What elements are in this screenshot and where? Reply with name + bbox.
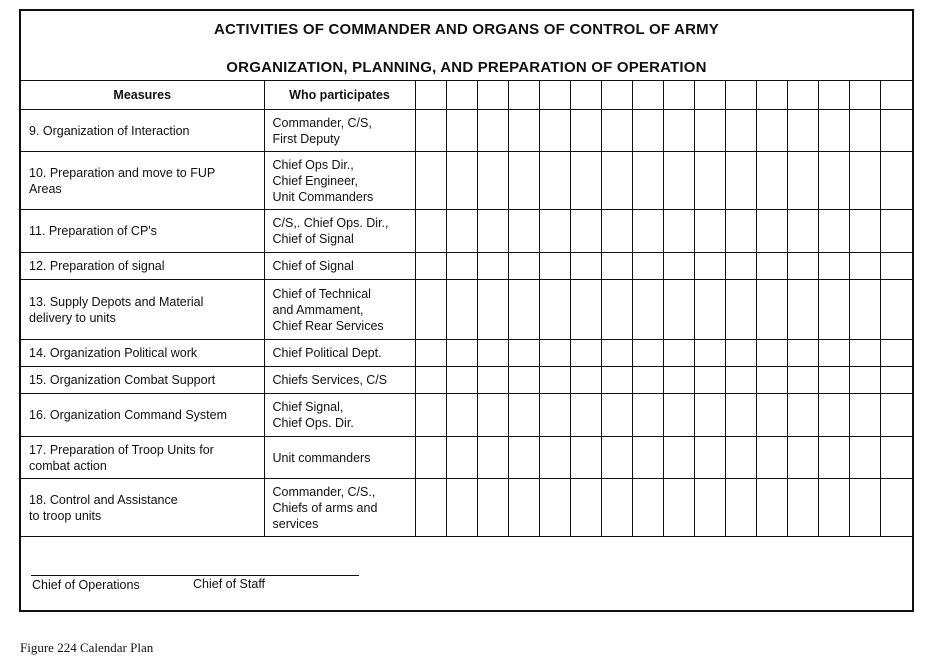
time-grid-cell <box>632 210 663 253</box>
time-grid-cell <box>725 280 756 340</box>
time-grid-cell <box>632 394 663 437</box>
time-grid-header-cell <box>477 81 508 110</box>
measure-cell <box>21 110 264 152</box>
time-grid-cell <box>756 110 787 152</box>
measure-text: 12. Preparation of signal <box>29 259 165 273</box>
time-grid-cell <box>663 394 694 437</box>
time-grid-cell <box>849 437 880 479</box>
time-grid-cell <box>663 479 694 537</box>
time-grid-cell <box>508 340 539 367</box>
participants-cell <box>264 367 415 394</box>
time-grid-cell <box>725 437 756 479</box>
time-grid-cell <box>632 280 663 340</box>
time-grid-cell <box>663 152 694 210</box>
participant-text: Chief of Technical <box>272 286 371 301</box>
time-grid-cell <box>446 340 477 367</box>
time-grid-cell <box>849 340 880 367</box>
time-grid-cell <box>818 253 849 280</box>
time-grid-cell <box>694 110 725 152</box>
time-grid-cell <box>849 253 880 280</box>
time-grid-header-cell <box>756 81 787 110</box>
time-grid-cell <box>570 280 601 340</box>
time-grid-cell <box>632 253 663 280</box>
time-grid-cell <box>446 110 477 152</box>
time-grid-cell <box>601 152 632 210</box>
time-grid-cell <box>446 394 477 437</box>
participants-cell <box>264 253 415 280</box>
time-grid-cell <box>539 479 570 537</box>
time-grid-cell <box>632 110 663 152</box>
time-grid-cell <box>415 210 446 253</box>
time-grid-cell <box>787 340 818 367</box>
time-grid-cell <box>818 280 849 340</box>
time-grid-header-cell <box>601 81 632 110</box>
participant-text: Chief of Signal <box>272 259 354 273</box>
time-grid-cell <box>415 152 446 210</box>
time-grid-cell <box>539 340 570 367</box>
participants-cell <box>264 110 415 152</box>
time-grid-cell <box>725 479 756 537</box>
time-grid-cell <box>477 110 508 152</box>
measure-text: 18. Control and Assistance <box>29 492 178 507</box>
time-grid-cell <box>663 367 694 394</box>
time-grid-cell <box>787 152 818 210</box>
time-grid-cell <box>570 394 601 437</box>
time-grid-cell <box>570 253 601 280</box>
time-grid-cell <box>849 367 880 394</box>
participant-text: Commander, C/S, <box>272 115 372 130</box>
time-grid-cell <box>508 479 539 537</box>
time-grid-header-cell <box>663 81 694 110</box>
time-grid-header-cell <box>415 81 446 110</box>
time-grid-cell <box>849 479 880 537</box>
time-grid-cell <box>601 110 632 152</box>
time-grid-cell <box>694 394 725 437</box>
time-grid-cell <box>725 394 756 437</box>
measure-cell <box>21 479 264 537</box>
measure-cell <box>21 152 264 210</box>
measure-text: 11. Preparation of CP's <box>29 224 157 238</box>
table-header-row <box>21 81 912 110</box>
time-grid-cell <box>880 253 912 280</box>
time-grid-cell <box>446 210 477 253</box>
table-row <box>21 280 912 340</box>
time-grid-cell <box>415 253 446 280</box>
time-grid-header-cell <box>539 81 570 110</box>
time-grid-cell <box>570 210 601 253</box>
time-grid-cell <box>663 280 694 340</box>
time-grid-cell <box>415 479 446 537</box>
time-grid-cell <box>601 210 632 253</box>
time-grid-cell <box>880 367 912 394</box>
participant-text: First Deputy <box>272 131 340 146</box>
time-grid-cell <box>508 152 539 210</box>
participant-text: Chief Ops. Dir. <box>272 416 354 430</box>
chief-of-operations-signature: Chief of Operations <box>32 578 140 592</box>
time-grid-header-cell <box>725 81 756 110</box>
time-grid-cell <box>880 280 912 340</box>
participant-text: services <box>272 516 319 531</box>
time-grid-cell <box>725 152 756 210</box>
participant-text: and Ammament, <box>272 302 364 317</box>
time-grid-cell <box>880 437 912 479</box>
time-grid-cell <box>787 479 818 537</box>
time-grid-cell <box>880 340 912 367</box>
time-grid-cell <box>694 152 725 210</box>
participants-cell <box>264 152 415 210</box>
time-grid-cell <box>694 280 725 340</box>
time-grid-cell <box>663 210 694 253</box>
time-grid-cell <box>477 152 508 210</box>
time-grid-cell <box>756 479 787 537</box>
time-grid-cell <box>849 110 880 152</box>
time-grid-cell <box>787 437 818 479</box>
time-grid-cell <box>663 110 694 152</box>
time-grid-cell <box>818 367 849 394</box>
time-grid-cell <box>818 340 849 367</box>
calendar-plan-form <box>19 9 914 612</box>
time-grid-cell <box>663 340 694 367</box>
time-grid-cell <box>725 110 756 152</box>
time-grid-cell <box>787 110 818 152</box>
time-grid-cell <box>570 437 601 479</box>
measure-text: Areas <box>29 181 62 196</box>
time-grid-cell <box>539 210 570 253</box>
participants-cell <box>264 437 415 479</box>
time-grid-header-cell <box>570 81 601 110</box>
participant-text: Chief Political Dept. <box>272 346 382 360</box>
time-grid-cell <box>508 367 539 394</box>
measure-cell <box>21 210 264 253</box>
figure-caption: Figure 224 Calendar Plan <box>20 640 154 655</box>
participant-text: Unit commanders <box>272 450 371 465</box>
measure-text: delivery to units <box>29 310 116 325</box>
time-grid-cell <box>787 394 818 437</box>
time-grid-cell <box>415 280 446 340</box>
time-grid-cell <box>694 210 725 253</box>
time-grid-cell <box>570 110 601 152</box>
time-grid-cell <box>539 437 570 479</box>
time-grid-cell <box>601 367 632 394</box>
time-grid-cell <box>818 152 849 210</box>
time-grid-cell <box>663 437 694 479</box>
time-grid-cell <box>694 479 725 537</box>
time-grid-cell <box>570 367 601 394</box>
time-grid-cell <box>725 367 756 394</box>
time-grid-cell <box>601 394 632 437</box>
participant-text: Chief Signal, <box>272 400 344 414</box>
chief-of-staff-signature: Chief of Staff <box>193 577 266 591</box>
participant-text: Chiefs Services, C/S <box>272 373 388 387</box>
time-grid-cell <box>756 437 787 479</box>
measure-text: 14. Organization Political work <box>29 346 198 360</box>
participants-cell <box>264 210 415 253</box>
time-grid-cell <box>787 280 818 340</box>
participant-text: Chief of Signal <box>272 232 354 246</box>
time-grid-cell <box>756 210 787 253</box>
time-grid-cell <box>508 210 539 253</box>
participant-text: Unit Commanders <box>272 189 374 204</box>
time-grid-cell <box>756 253 787 280</box>
time-grid-cell <box>632 152 663 210</box>
time-grid-cell <box>415 340 446 367</box>
time-grid-cell <box>446 152 477 210</box>
measure-cell <box>21 280 264 340</box>
time-grid-cell <box>415 110 446 152</box>
participant-text: Chiefs of arms and <box>272 500 378 515</box>
participant-text: Chief Ops Dir., <box>272 157 354 172</box>
time-grid-cell <box>756 152 787 210</box>
table-row <box>21 340 912 367</box>
time-grid-header-cell <box>632 81 663 110</box>
time-grid-cell <box>446 437 477 479</box>
time-grid-cell <box>694 437 725 479</box>
time-grid-cell <box>725 340 756 367</box>
measure-cell <box>21 367 264 394</box>
time-grid-cell <box>756 280 787 340</box>
calendar-plan-table <box>21 80 912 537</box>
time-grid-cell <box>787 253 818 280</box>
table-row <box>21 479 912 537</box>
time-grid-cell <box>570 152 601 210</box>
time-grid-header-cell <box>818 81 849 110</box>
participants-cell <box>264 340 415 367</box>
time-grid-cell <box>849 152 880 210</box>
time-grid-cell <box>818 110 849 152</box>
time-grid-cell <box>601 280 632 340</box>
time-grid-header-cell <box>446 81 477 110</box>
table-row <box>21 110 912 152</box>
time-grid-cell <box>570 479 601 537</box>
time-grid-cell <box>849 210 880 253</box>
time-grid-cell <box>570 340 601 367</box>
measure-text: 15. Organization Combat Support <box>29 373 216 387</box>
time-grid-cell <box>415 394 446 437</box>
time-grid-cell <box>446 253 477 280</box>
time-grid-cell <box>756 340 787 367</box>
participant-text: Commander, C/S., <box>272 484 376 499</box>
table-row <box>21 253 912 280</box>
time-grid-cell <box>663 253 694 280</box>
table-row <box>21 394 912 437</box>
time-grid-cell <box>539 152 570 210</box>
participant-text: Chief Rear Services <box>272 318 384 333</box>
participant-text: C/S,. Chief Ops. Dir., <box>272 216 389 230</box>
time-grid-cell <box>787 367 818 394</box>
time-grid-header-cell <box>694 81 725 110</box>
table-row <box>21 210 912 253</box>
time-grid-cell <box>508 394 539 437</box>
measure-cell <box>21 253 264 280</box>
time-grid-cell <box>725 210 756 253</box>
time-grid-header-cell <box>849 81 880 110</box>
table-row <box>21 367 912 394</box>
time-grid-cell <box>539 110 570 152</box>
time-grid-cell <box>756 367 787 394</box>
time-grid-header-cell <box>787 81 818 110</box>
measure-text: 17. Preparation of Troop Units for <box>29 442 214 457</box>
time-grid-cell <box>880 394 912 437</box>
time-grid-cell <box>694 367 725 394</box>
measure-text: 9. Organization of Interaction <box>29 123 190 138</box>
time-grid-cell <box>601 479 632 537</box>
time-grid-cell <box>508 280 539 340</box>
time-grid-cell <box>508 437 539 479</box>
time-grid-cell <box>632 367 663 394</box>
time-grid-cell <box>601 253 632 280</box>
time-grid-cell <box>632 340 663 367</box>
measure-cell <box>21 340 264 367</box>
participants-column-header: Who participates <box>264 81 415 110</box>
time-grid-cell <box>632 437 663 479</box>
time-grid-cell <box>880 210 912 253</box>
time-grid-cell <box>477 367 508 394</box>
time-grid-cell <box>539 367 570 394</box>
time-grid-cell <box>601 340 632 367</box>
time-grid-cell <box>818 479 849 537</box>
time-grid-cell <box>477 394 508 437</box>
time-grid-cell <box>477 437 508 479</box>
participants-cell <box>264 479 415 537</box>
participants-cell <box>264 394 415 437</box>
time-grid-cell <box>539 280 570 340</box>
time-grid-header-cell <box>508 81 539 110</box>
time-grid-cell <box>787 210 818 253</box>
time-grid-cell <box>539 253 570 280</box>
measure-text: combat action <box>29 458 107 473</box>
time-grid-cell <box>477 210 508 253</box>
measure-cell <box>21 394 264 437</box>
measures-column-header: Measures <box>21 81 264 110</box>
time-grid-cell <box>818 437 849 479</box>
time-grid-cell <box>818 394 849 437</box>
measure-text: 13. Supply Depots and Material <box>29 294 204 309</box>
form-title: ACTIVITIES OF COMMANDER AND ORGANS OF CONTROL OF ARMY <box>213 21 720 38</box>
time-grid-cell <box>477 280 508 340</box>
time-grid-cell <box>508 253 539 280</box>
time-grid-cell <box>601 437 632 479</box>
participants-cell <box>264 280 415 340</box>
measure-text: 16. Organization Command System <box>29 408 228 422</box>
time-grid-cell <box>849 280 880 340</box>
time-grid-cell <box>446 367 477 394</box>
participant-text: Chief Engineer, <box>272 173 358 188</box>
time-grid-cell <box>446 280 477 340</box>
time-grid-cell <box>880 110 912 152</box>
time-grid-cell <box>508 110 539 152</box>
time-grid-cell <box>477 479 508 537</box>
time-grid-cell <box>694 340 725 367</box>
time-grid-cell <box>632 479 663 537</box>
time-grid-cell <box>446 479 477 537</box>
time-grid-cell <box>415 367 446 394</box>
time-grid-header-cell <box>880 81 912 110</box>
table-row <box>21 437 912 479</box>
time-grid-cell <box>539 394 570 437</box>
time-grid-cell <box>756 394 787 437</box>
signature-line <box>31 575 359 576</box>
time-grid-cell <box>477 340 508 367</box>
time-grid-cell <box>694 253 725 280</box>
table-row <box>21 152 912 210</box>
measure-cell <box>21 437 264 479</box>
measure-text: to troop units <box>29 508 102 523</box>
time-grid-cell <box>818 210 849 253</box>
time-grid-cell <box>849 394 880 437</box>
measure-text: 10. Preparation and move to FUP <box>29 165 216 180</box>
time-grid-cell <box>880 152 912 210</box>
time-grid-cell <box>880 479 912 537</box>
time-grid-cell <box>477 253 508 280</box>
time-grid-cell <box>415 437 446 479</box>
time-grid-cell <box>725 253 756 280</box>
form-subtitle: ORGANIZATION, PLANNING, AND PREPARATION OF OPERATION <box>226 59 707 76</box>
